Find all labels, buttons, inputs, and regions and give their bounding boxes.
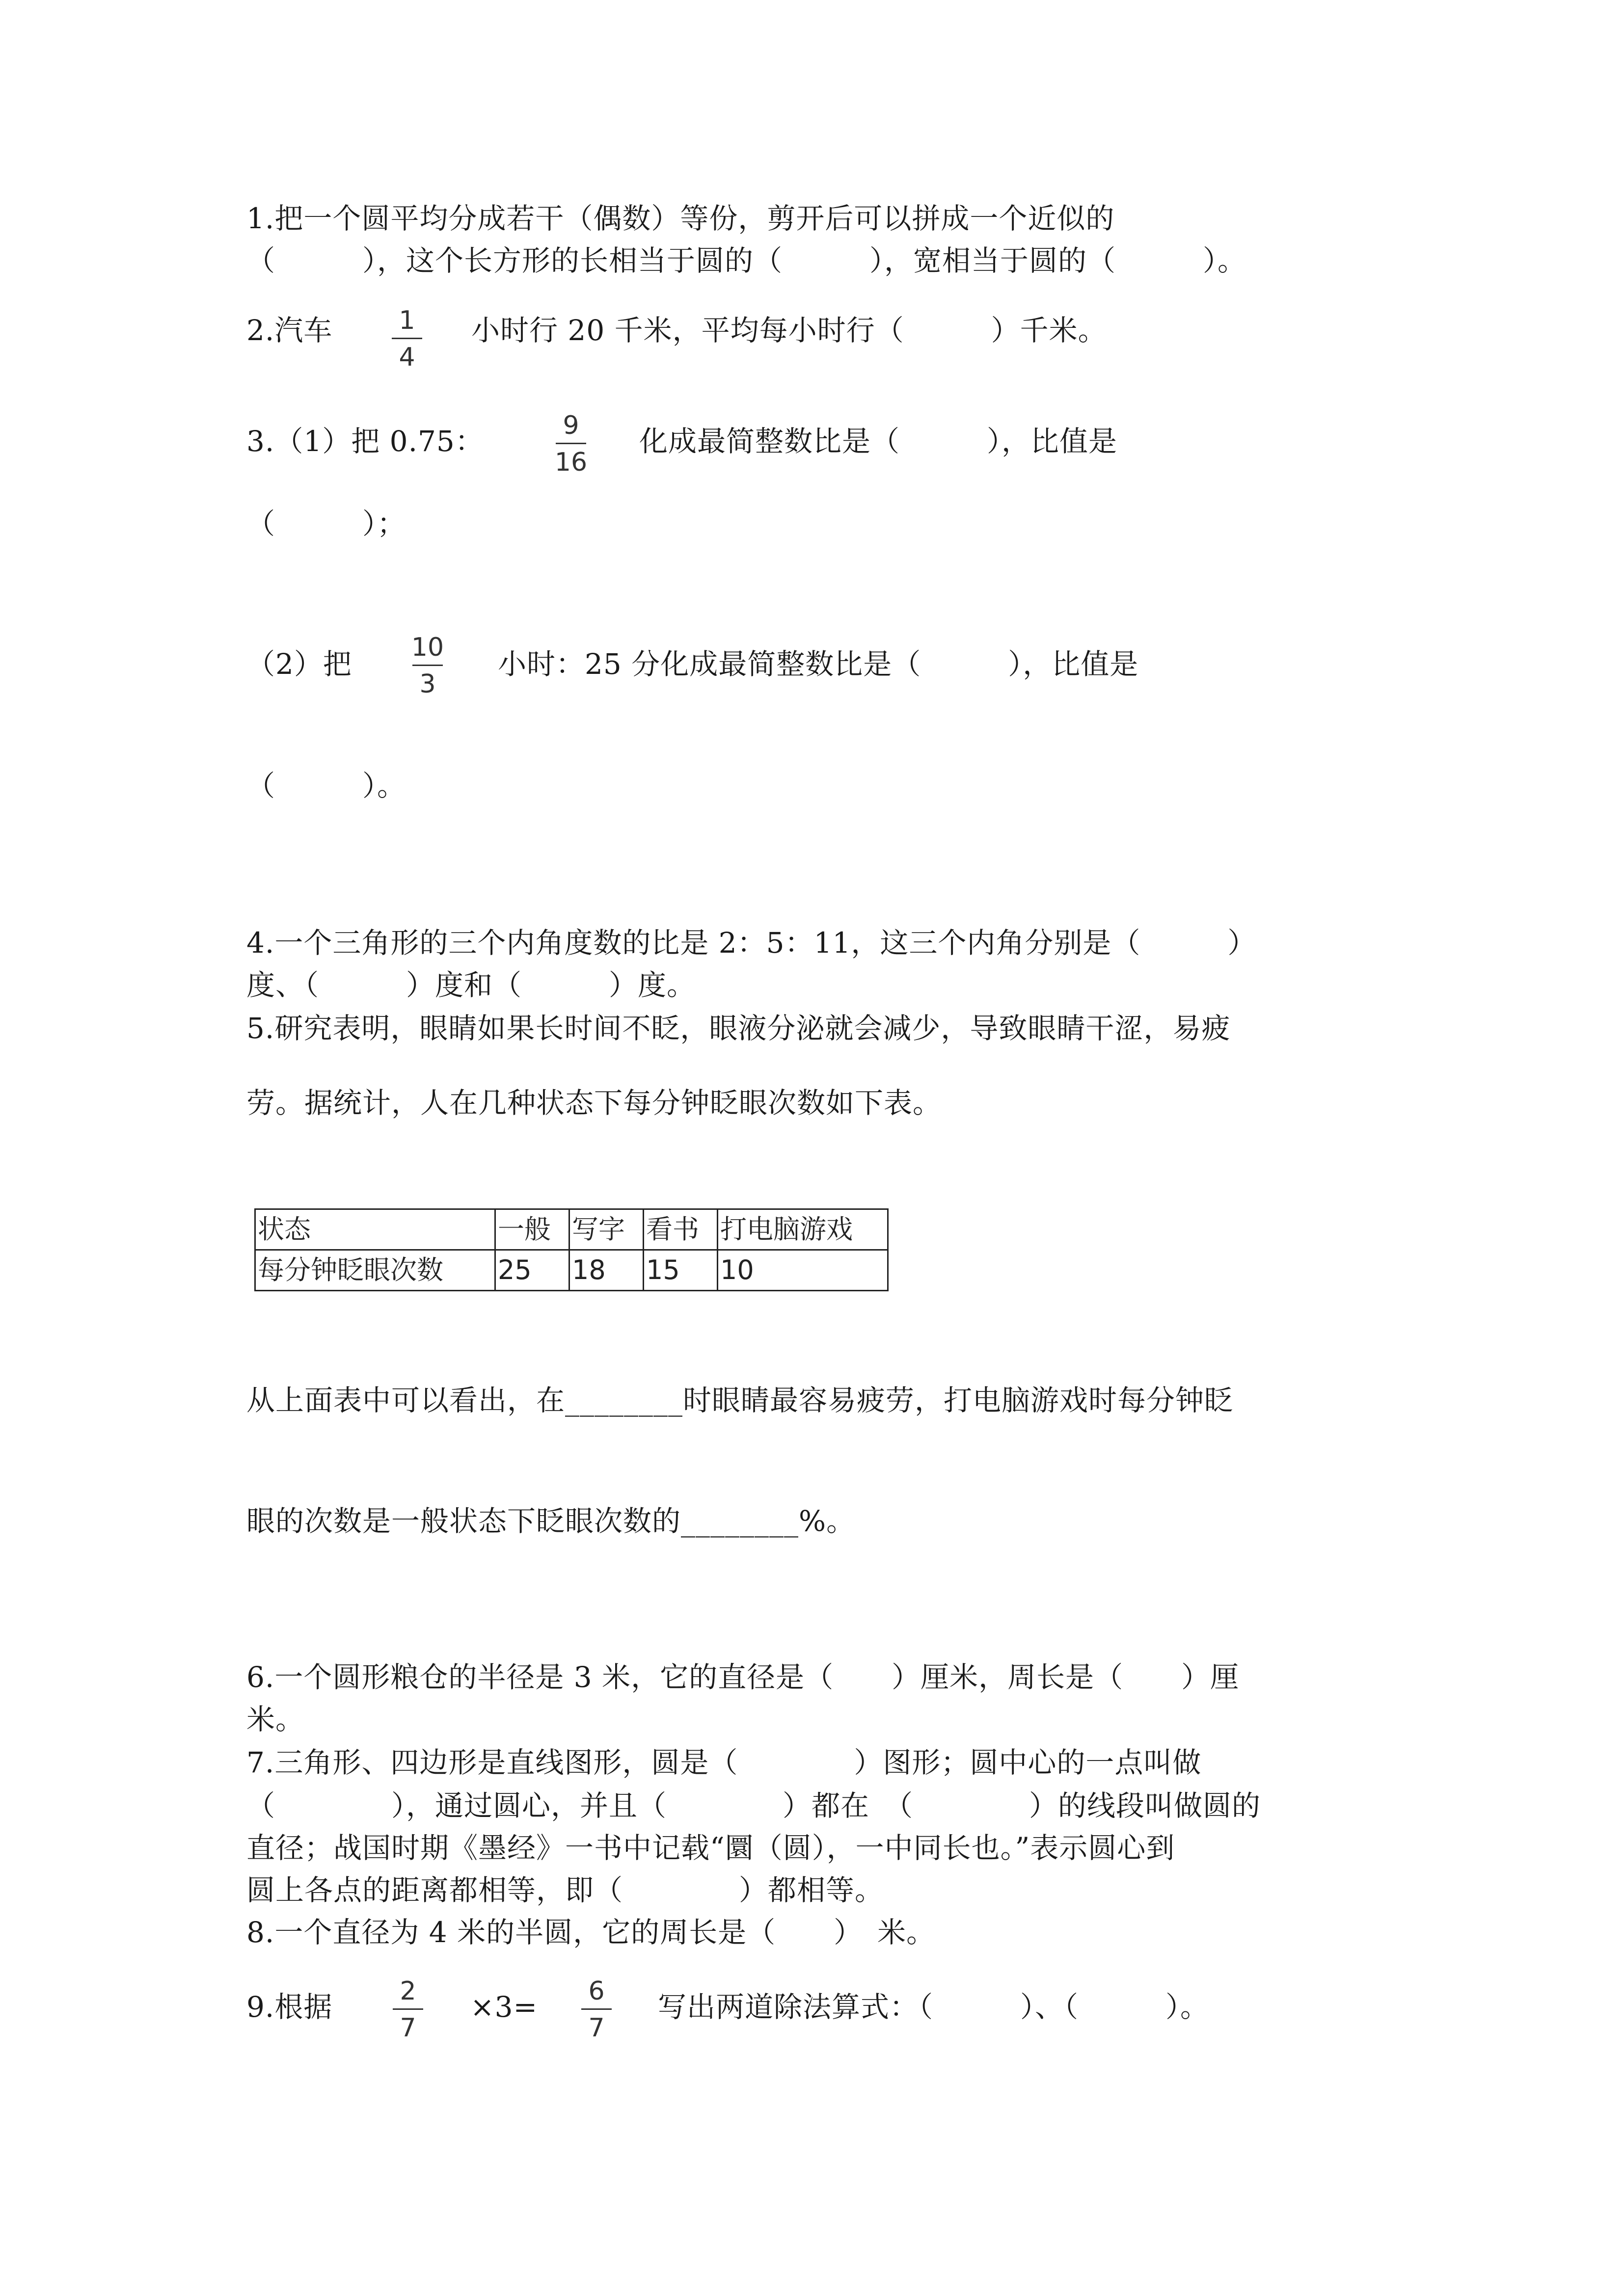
q2-suffix: 小时行 20 千米，平均每小时行（ ）千米。 [471,314,1107,347]
q9-fraction-1 [386,1977,430,2042]
q5-after-line2: 眼的次数是一般状态下眨眼次数的________%。 [246,1504,856,1538]
table-cell: 看书 [644,1209,718,1250]
table-cell: 写字 [569,1209,644,1250]
fraction-bar [392,338,422,339]
table-cell: 一般 [495,1209,569,1250]
q3-part1-prefix: 3.（1）把 0.75： [246,425,484,458]
q3-part1-fraction [549,411,593,477]
table-cell: 打电脑游戏 [718,1209,888,1250]
q2-fraction [385,306,429,372]
q6-line1: 6.一个圆形粮仓的半径是 3 米，它的直径是（ ）厘米，周长是（ ）厘 [246,1660,1240,1694]
q3-part2-frac-numerator: 10 [411,633,444,662]
q9-frac1-numerator: 2 [400,1976,416,2006]
q3-part2-suffix: 小时：25 分化成最简整数比是（ ），比值是 [498,647,1139,681]
table-cell: 每分钟眨眼次数 [255,1250,495,1291]
q9-frac2-numerator: 6 [588,1976,605,2006]
q3-part1-frac-numerator: 9 [563,411,579,440]
q3-part1-frac-denominator: 16 [554,448,588,477]
q8-line1: 8.一个直径为 4 米的半圆，它的周长是（ ） 米。 [246,1916,936,1949]
fraction-bar [581,2008,612,2010]
q5-line1: 5.研究表明，眼睛如果长时间不眨，眼液分泌就会减少，导致眼睛干涩，易疲 [246,1012,1231,1045]
q1-line1: 1.把一个圆平均分成若干（偶数）等份，剪开后可以拼成一个近似的 [246,202,1115,235]
q2-prefix: 2.汽车 [246,314,333,347]
fraction-bar [393,2008,423,2010]
q7-line3: 直径；战国时期《墨经》一书中记载“圜（圆），一中同长也。”表示圆心到 [246,1831,1175,1865]
fraction-bar [556,443,586,444]
q1-line2: （ ），这个长方形的长相当于圆的（ ），宽相当于圆的（ ）。 [246,244,1247,277]
table-cell: 15 [644,1250,718,1291]
q7-line1: 7.三角形、四边形是直线图形，圆是（ ）图形；圆中心的一点叫做 [246,1746,1202,1779]
q2-frac-denominator: 4 [399,343,415,372]
q5-after-line1: 从上面表中可以看出，在________时眼睛最容易疲劳，打电脑游戏时每分钟眨 [246,1384,1234,1417]
q3-part1-blank: （ ）； [246,507,406,540]
q5-line2: 劳。据统计，人在几种状态下每分钟眨眼次数如下表。 [246,1086,942,1120]
table-row [255,1250,888,1291]
q6-line2: 米。 [246,1703,305,1736]
q4-line1: 4.一个三角形的三个内角度数的比是 2：5：11，这三个内角分别是（ ） [246,926,1257,960]
table-cell: 10 [718,1250,888,1291]
table-cell: 18 [569,1250,644,1291]
q3-part2-blank: （ ）。 [246,769,406,802]
table-cell: 25 [495,1250,569,1291]
q7-line4: 圆上各点的距离都相等，即（ ）都相等。 [246,1873,884,1907]
q9-times: ×3= [470,1990,538,2024]
blink-rate-table [254,1208,889,1291]
q7-line2: （ ），通过圆心，并且（ ）都在 （ ）的线段叫做圆的 [246,1789,1261,1822]
table-cell: 状态 [255,1209,495,1250]
q3-part2-prefix: （2）把 [246,647,352,681]
q4-line2: 度、（ ）度和（ ）度。 [246,968,696,1002]
fraction-bar [412,665,443,666]
q9-prefix: 9.根据 [246,1990,333,2024]
q3-part2-fraction [406,633,450,698]
q3-part1-suffix: 化成最简整数比是（ ），比值是 [639,425,1118,458]
table-header-row [255,1209,888,1250]
q9-suffix: 写出两道除法算式：（ ）、（ ）。 [658,1990,1210,2024]
q9-frac2-denominator: 7 [588,2013,605,2043]
q9-fraction-2 [574,1977,619,2042]
q9-frac1-denominator: 7 [400,2013,416,2043]
q2-frac-numerator: 1 [399,306,415,335]
q3-part2-frac-denominator: 3 [419,669,436,699]
